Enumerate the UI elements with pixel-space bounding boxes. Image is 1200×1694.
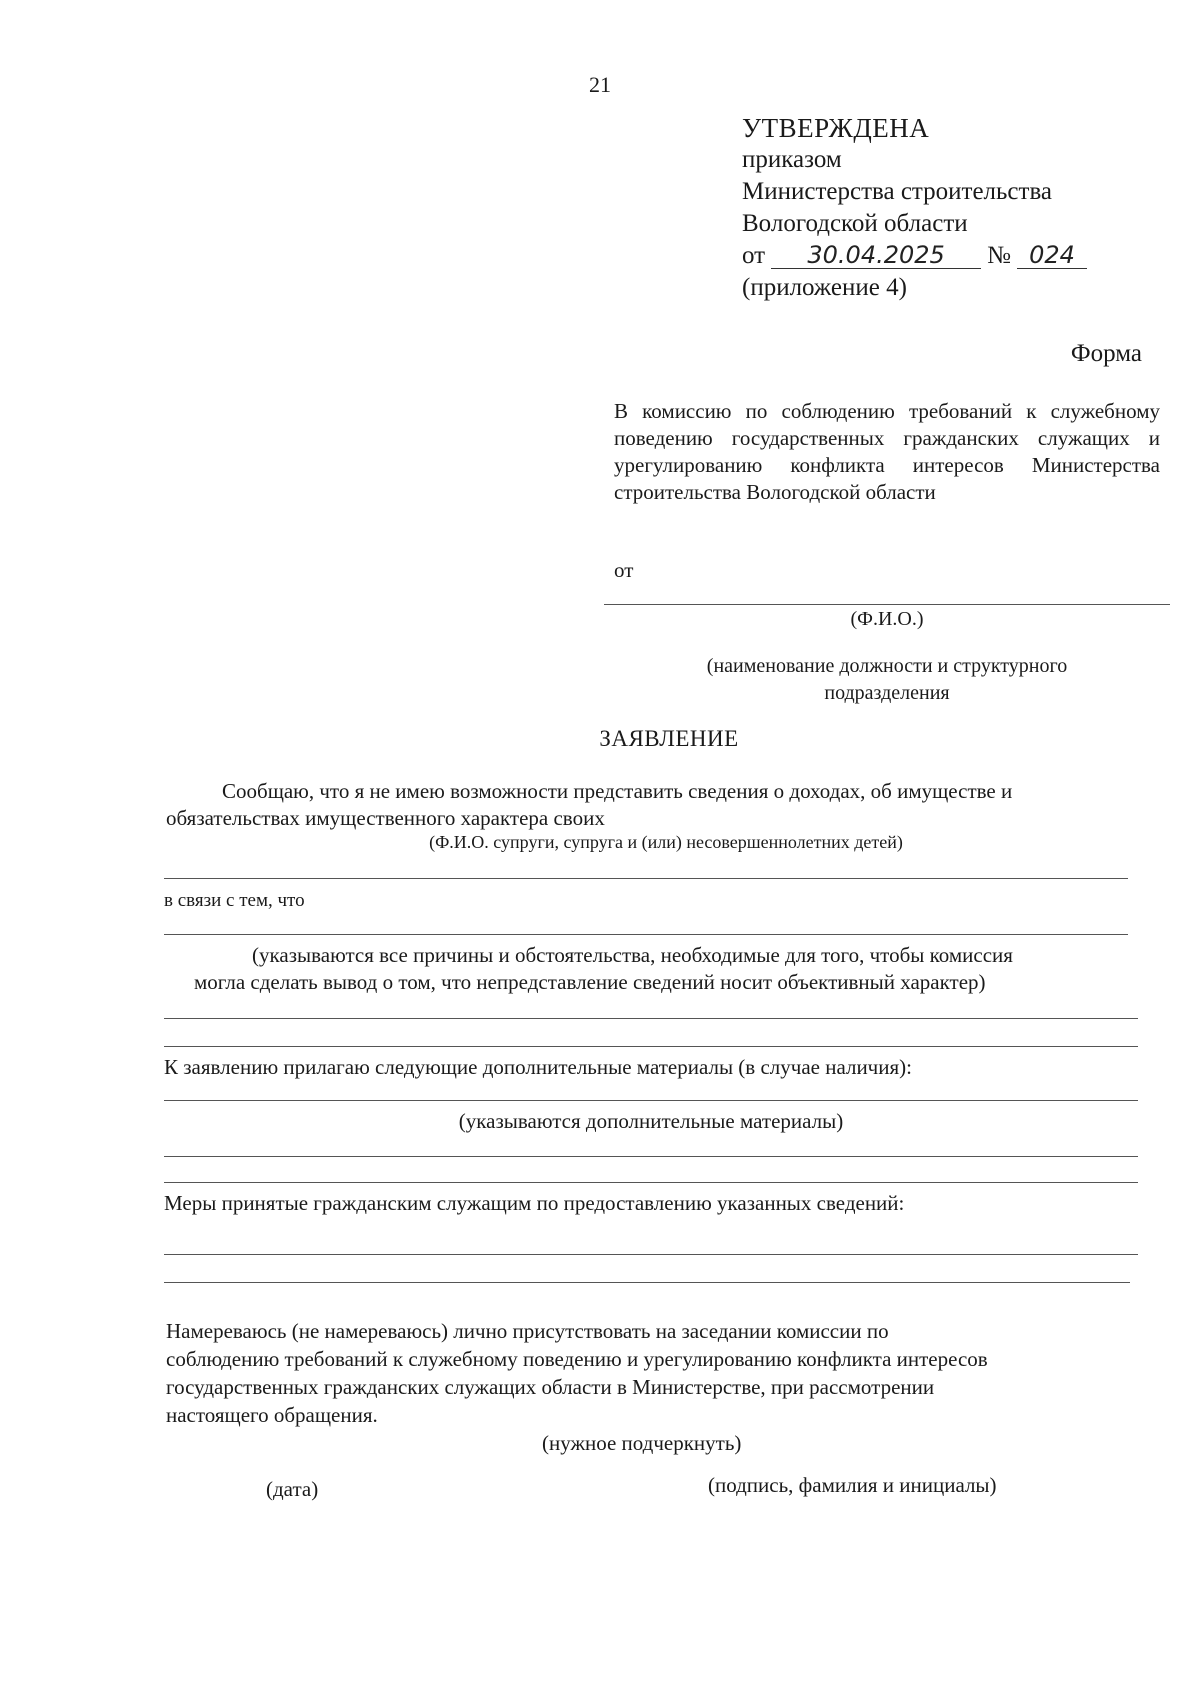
materials-line-2	[164, 1156, 1138, 1157]
intent-line4: настоящего обращения.	[166, 1403, 378, 1427]
materials-caption: (указываются дополнительные материалы)	[458, 1109, 844, 1133]
position-caption-line2: подразделения	[824, 682, 950, 704]
reason-line-3	[164, 1046, 1138, 1047]
approval-line-order: приказом	[742, 146, 842, 173]
intent-line3: государственных гражданских служащих области в Министерстве, при рассмотрении	[166, 1375, 935, 1399]
position-caption-line1: (наименование должности и структурного	[706, 655, 1068, 677]
approval-date-row	[742, 240, 1087, 272]
fio-fill-line	[164, 878, 1128, 879]
reason-line-1	[164, 934, 1128, 935]
measures-line-1	[164, 1254, 1138, 1255]
reason-line-2	[164, 1018, 1138, 1019]
form-label: Форма	[1070, 340, 1142, 367]
approval-date-prefix: от	[742, 242, 766, 269]
statement-line1: Сообщаю, что я не имею возможности представить сведения о доходах, об имуществе и	[222, 779, 1013, 803]
approval-title: УТВЕРЖДЕНА	[742, 113, 930, 143]
fio-line	[604, 604, 1170, 605]
measures-line-2	[164, 1282, 1130, 1283]
approval-date-value: 30.04.2025	[771, 242, 981, 269]
date-caption: (дата)	[266, 1477, 319, 1501]
statement-line2: обязательствах имущественного характера своих	[166, 806, 605, 830]
addressee-from-label: от	[614, 558, 634, 582]
approval-number-prefix: №	[987, 242, 1011, 269]
approval-line-region: Вологодской области	[742, 210, 968, 237]
reason-caption-line2: могла сделать вывод о том, что непредставление сведений носит объективный характер)	[194, 970, 986, 994]
underline-caption: (нужное подчеркнуть)	[542, 1431, 742, 1455]
reason-caption-line1: (указываются все причины и обстоятельства, необходимые для того, чтобы комиссия	[252, 943, 1013, 967]
reason-label: в связи с тем, что	[164, 890, 305, 911]
intent-line2: соблюдению требований к служебному поведению и урегулированию конфликта интересов	[166, 1347, 988, 1371]
approval-stamp	[742, 112, 1087, 304]
materials-line-1	[164, 1100, 1138, 1101]
measures-label: Меры принятые гражданским служащим по предоставлению указанных сведений:	[164, 1191, 905, 1215]
materials-line-3	[164, 1182, 1138, 1183]
statement-heading: ЗАЯВЛЕНИЕ	[599, 726, 739, 751]
fio-caption: (Ф.И.О.)	[850, 608, 924, 630]
approval-line-ministry: Министерства строительства	[742, 178, 1053, 205]
intent-line1: Намереваюсь (не намереваюсь) лично присутствовать на заседании комиссии по	[166, 1319, 889, 1343]
approval-appendix: (приложение 4)	[742, 274, 907, 301]
materials-label: К заявлению прилагаю следующие дополнительные материалы (в случае наличия):	[164, 1055, 912, 1079]
approval-number-value: 024	[1017, 242, 1087, 269]
page-number: 21	[589, 72, 611, 97]
addressee-block: В комиссию по соблюдению требований к служебному поведению государственных гражданских служащих и урегулированию конфликта интересов Министерства строительства Вологодской области	[614, 399, 1160, 504]
statement-fio-caption: (Ф.И.О. супруги, супруга и (или) несовершеннолетних детей)	[429, 832, 903, 852]
signature-caption: (подпись, фамилия и инициалы)	[708, 1473, 997, 1497]
